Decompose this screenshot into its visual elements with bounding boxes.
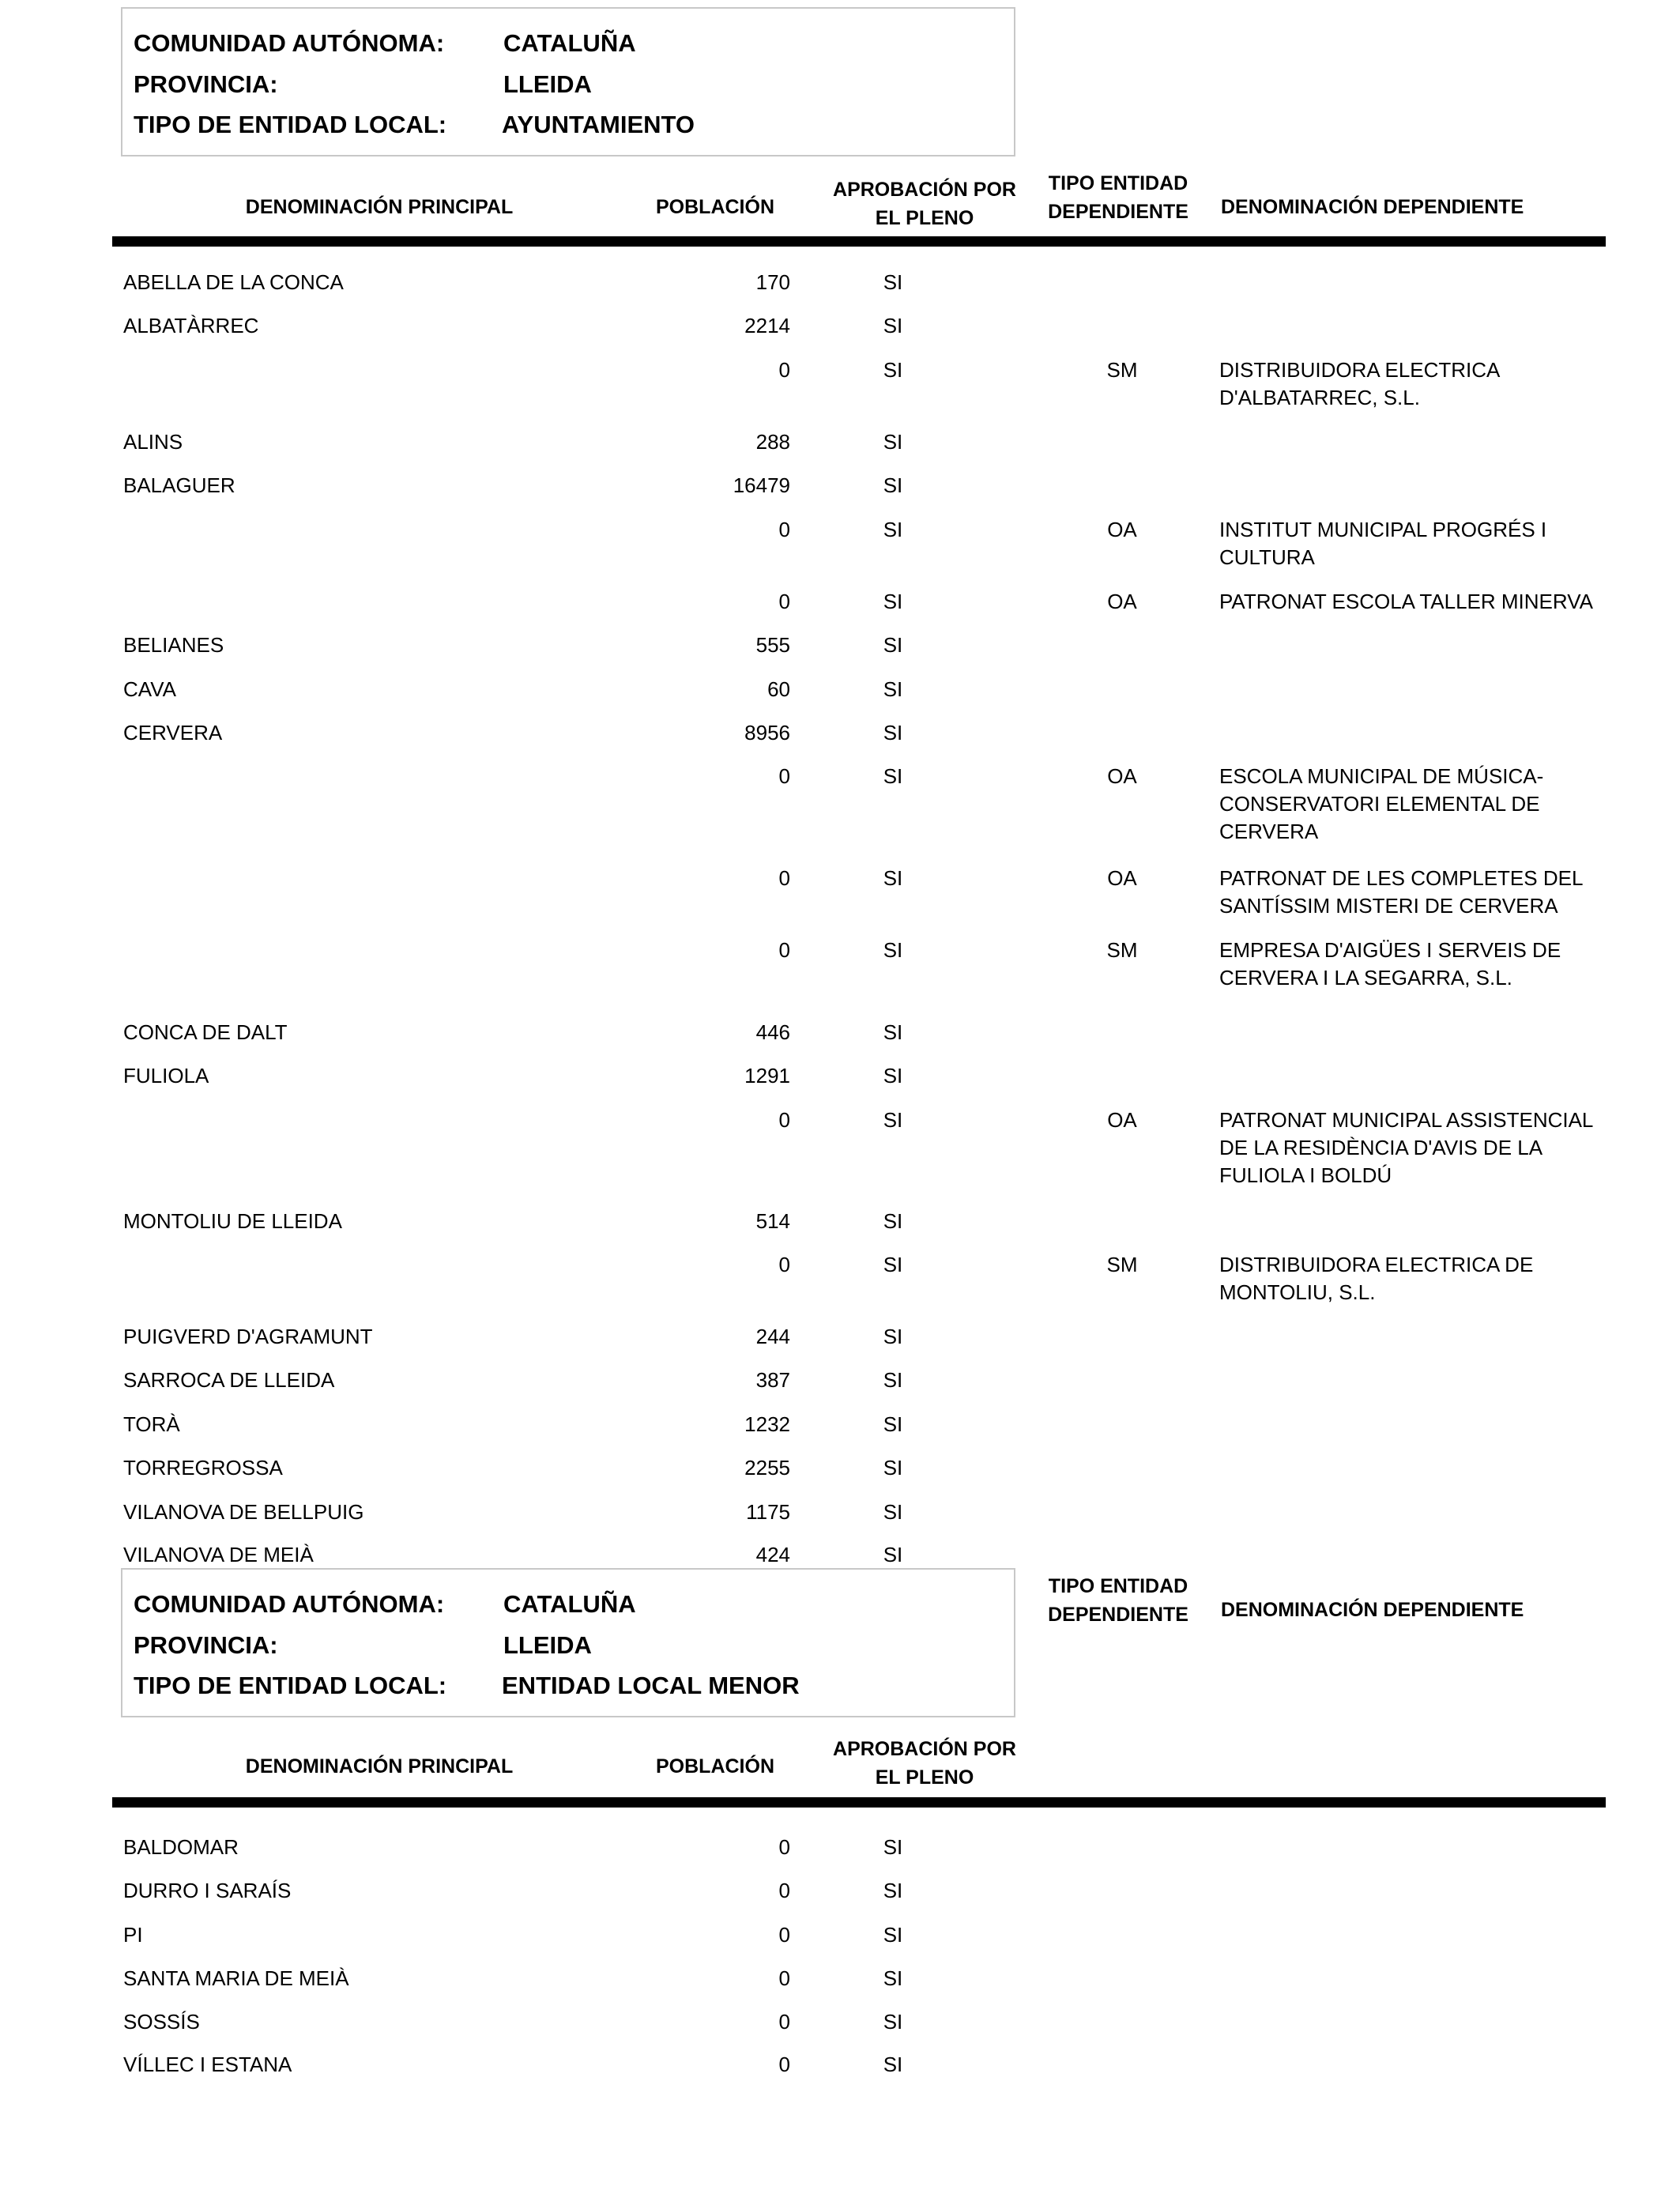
cell-aprobacion: SI [883,1020,903,1044]
cell-denominacion: DURRO I SARAÍS [123,1879,292,1902]
provincia-label: PROVINCIA: [134,70,278,98]
provincia-value: LLEIDA [503,70,592,98]
comunidad-value: CATALUÑA [503,29,636,57]
cell-poblacion: 0 [778,866,790,890]
cell-denominacion: VILANOVA DE BELLPUIG [123,1500,364,1524]
cell-tipo-entidad: OA [1107,590,1137,613]
cell-poblacion: 0 [778,2053,790,2076]
cell-poblacion: 16479 [733,473,790,497]
cell-aprobacion: SI [883,2010,903,2034]
cell-denominacion: TORREGROSSA [123,1456,283,1480]
header-rule [112,236,1606,247]
cell-denominacion-dependiente: DISTRIBUIDORA ELECTRICA DE MONTOLIU, S.L. [1219,1253,1534,1304]
comunidad-label: COMUNIDAD AUTÓNOMA: [134,29,445,57]
cell-poblacion: 424 [755,1543,790,1566]
cell-poblacion: 0 [778,1966,790,1990]
header-rule [112,1797,1606,1808]
cell-denominacion-dependiente: PATRONAT DE LES COMPLETES DEL SANTÍSSIM MISTERI DE CERVERA [1219,866,1583,918]
cell-aprobacion: SI [883,866,903,890]
cell-poblacion: 0 [778,590,790,613]
cell-aprobacion: SI [883,1412,903,1436]
header-denominacion-dependiente: DENOMINACIÓN DEPENDIENTE [1221,1599,1524,1621]
cell-poblacion: 0 [778,358,790,382]
cell-poblacion: 244 [755,1325,790,1348]
cell-poblacion: 0 [778,2010,790,2034]
cell-aprobacion: SI [883,1879,903,1902]
cell-aprobacion: SI [883,1253,903,1276]
section2-info-box [121,1568,1015,1717]
cell-aprobacion: SI [883,1209,903,1233]
cell-aprobacion: SI [883,1456,903,1480]
cell-poblacion: 2214 [744,314,790,337]
cell-aprobacion: SI [883,938,903,962]
cell-denominacion: BALDOMAR [123,1835,239,1859]
cell-aprobacion: SI [883,1500,903,1524]
cell-denominacion-dependiente: DISTRIBUIDORA ELECTRICA D'ALBATARREC, S.L. [1219,358,1499,409]
cell-denominacion: ALBATÀRREC [123,314,259,337]
cell-poblacion: 1175 [746,1500,790,1524]
cell-poblacion: 0 [778,518,790,541]
cell-aprobacion: SI [883,1966,903,1990]
cell-aprobacion: SI [883,314,903,337]
cell-denominacion: BELIANES [123,633,224,657]
cell-aprobacion: SI [883,1835,903,1859]
tipo-entidad-value: ENTIDAD LOCAL MENOR [502,1672,800,1699]
cell-denominacion: SOSSÍS [123,2010,200,2034]
header-denominacion-dependiente: DENOMINACIÓN DEPENDIENTE [1221,196,1524,218]
cell-aprobacion: SI [883,764,903,788]
cell-denominacion: SARROCA DE LLEIDA [123,1368,335,1392]
tipo-entidad-value: AYUNTAMIENTO [502,111,695,138]
cell-aprobacion: SI [883,1543,903,1566]
cell-poblacion: 1232 [744,1412,790,1436]
cell-poblacion: 0 [778,764,790,788]
cell-poblacion: 387 [755,1368,790,1392]
header-poblacion: POBLACIÓN [656,196,774,218]
cell-aprobacion: SI [883,518,903,541]
cell-denominacion-dependiente: ESCOLA MUNICIPAL DE MÚSICA-CONSERVATORI ELEMENTAL DE CERVERA [1219,764,1544,843]
cell-tipo-entidad: OA [1107,764,1137,788]
comunidad-value: CATALUÑA [503,1590,636,1618]
cell-aprobacion: SI [883,1923,903,1947]
cell-poblacion: 0 [778,1879,790,1902]
cell-poblacion: 555 [755,633,790,657]
header-denominacion-principal: DENOMINACIÓN PRINCIPAL [245,196,514,218]
cell-poblacion: 8956 [744,721,790,745]
comunidad-label: COMUNIDAD AUTÓNOMA: [134,1590,445,1618]
cell-denominacion: CAVA [123,677,176,701]
cell-denominacion: SANTA MARIA DE MEIÀ [123,1966,349,1990]
provincia-label: PROVINCIA: [134,1631,278,1659]
cell-denominacion: CONCA DE DALT [123,1020,288,1044]
header-aprobacion: APROBACIÓN POR EL PLENO [833,179,1016,229]
cell-aprobacion: SI [883,2053,903,2076]
cell-denominacion: ALINS [123,430,183,454]
cell-aprobacion: SI [883,358,903,382]
cell-aprobacion: SI [883,633,903,657]
cell-poblacion: 2255 [744,1456,790,1480]
header-tipo-entidad-dependiente: TIPO ENTIDAD DEPENDIENTE [1048,1575,1188,1626]
cell-poblacion: 60 [767,677,790,701]
cell-tipo-entidad: SM [1106,938,1138,962]
cell-denominacion-dependiente: PATRONAT MUNICIPAL ASSISTENCIAL DE LA RESIDÈNCIA D'AVIS DE LA FULIOLA I BOLDÚ [1219,1108,1593,1187]
tipo-entidad-label: TIPO DE ENTIDAD LOCAL: [134,1672,447,1699]
provincia-value: LLEIDA [503,1631,592,1659]
cell-denominacion: ABELLA DE LA CONCA [123,270,344,294]
cell-denominacion-dependiente: EMPRESA D'AIGÜES I SERVEIS DE CERVERA I LA SEGARRA, S.L. [1219,938,1561,990]
cell-aprobacion: SI [883,473,903,497]
cell-poblacion: 0 [778,938,790,962]
cell-poblacion: 446 [755,1020,790,1044]
cell-denominacion: CERVERA [123,721,223,745]
cell-denominacion: TORÀ [123,1412,180,1436]
cell-denominacion-dependiente: PATRONAT ESCOLA TALLER MINERVA [1219,590,1593,613]
header-denominacion-principal: DENOMINACIÓN PRINCIPAL [245,1755,514,1777]
cell-aprobacion: SI [883,1325,903,1348]
header-tipo-entidad-dependiente: TIPO ENTIDAD DEPENDIENTE [1048,172,1188,223]
tipo-entidad-label: TIPO DE ENTIDAD LOCAL: [134,111,447,138]
cell-tipo-entidad: SM [1106,358,1138,382]
cell-aprobacion: SI [883,430,903,454]
cell-denominacion: MONTOLIU DE LLEIDA [123,1209,342,1233]
cell-poblacion: 514 [755,1209,790,1233]
cell-denominacion: VILANOVA DE MEIÀ [123,1543,314,1566]
cell-poblacion: 0 [778,1253,790,1276]
cell-aprobacion: SI [883,1108,903,1132]
cell-poblacion: 170 [755,270,790,294]
cell-aprobacion: SI [883,1064,903,1088]
cell-tipo-entidad: SM [1106,1253,1138,1276]
cell-denominacion: BALAGUER [123,473,235,497]
cell-poblacion: 288 [755,430,790,454]
cell-poblacion: 0 [778,1923,790,1947]
cell-tipo-entidad: OA [1107,1108,1137,1132]
cell-denominacion: PUIGVERD D'AGRAMUNT [123,1325,373,1348]
cell-aprobacion: SI [883,590,903,613]
cell-tipo-entidad: OA [1107,518,1137,541]
cell-poblacion: 0 [778,1108,790,1132]
cell-denominacion-dependiente: INSTITUT MUNICIPAL PROGRÉS I CULTURA [1219,518,1547,569]
cell-aprobacion: SI [883,1368,903,1392]
cell-aprobacion: SI [883,721,903,745]
cell-aprobacion: SI [883,270,903,294]
header-poblacion: POBLACIÓN [656,1755,774,1777]
cell-poblacion: 0 [778,1835,790,1859]
cell-tipo-entidad: OA [1107,866,1137,890]
cell-aprobacion: SI [883,677,903,701]
cell-poblacion: 1291 [744,1064,790,1088]
section1-info-box [121,7,1015,156]
cell-denominacion: VÍLLEC I ESTANA [123,2053,292,2076]
cell-denominacion: PI [123,1923,143,1947]
header-aprobacion: APROBACIÓN POR EL PLENO [833,1738,1016,1789]
cell-denominacion: FULIOLA [123,1064,209,1088]
